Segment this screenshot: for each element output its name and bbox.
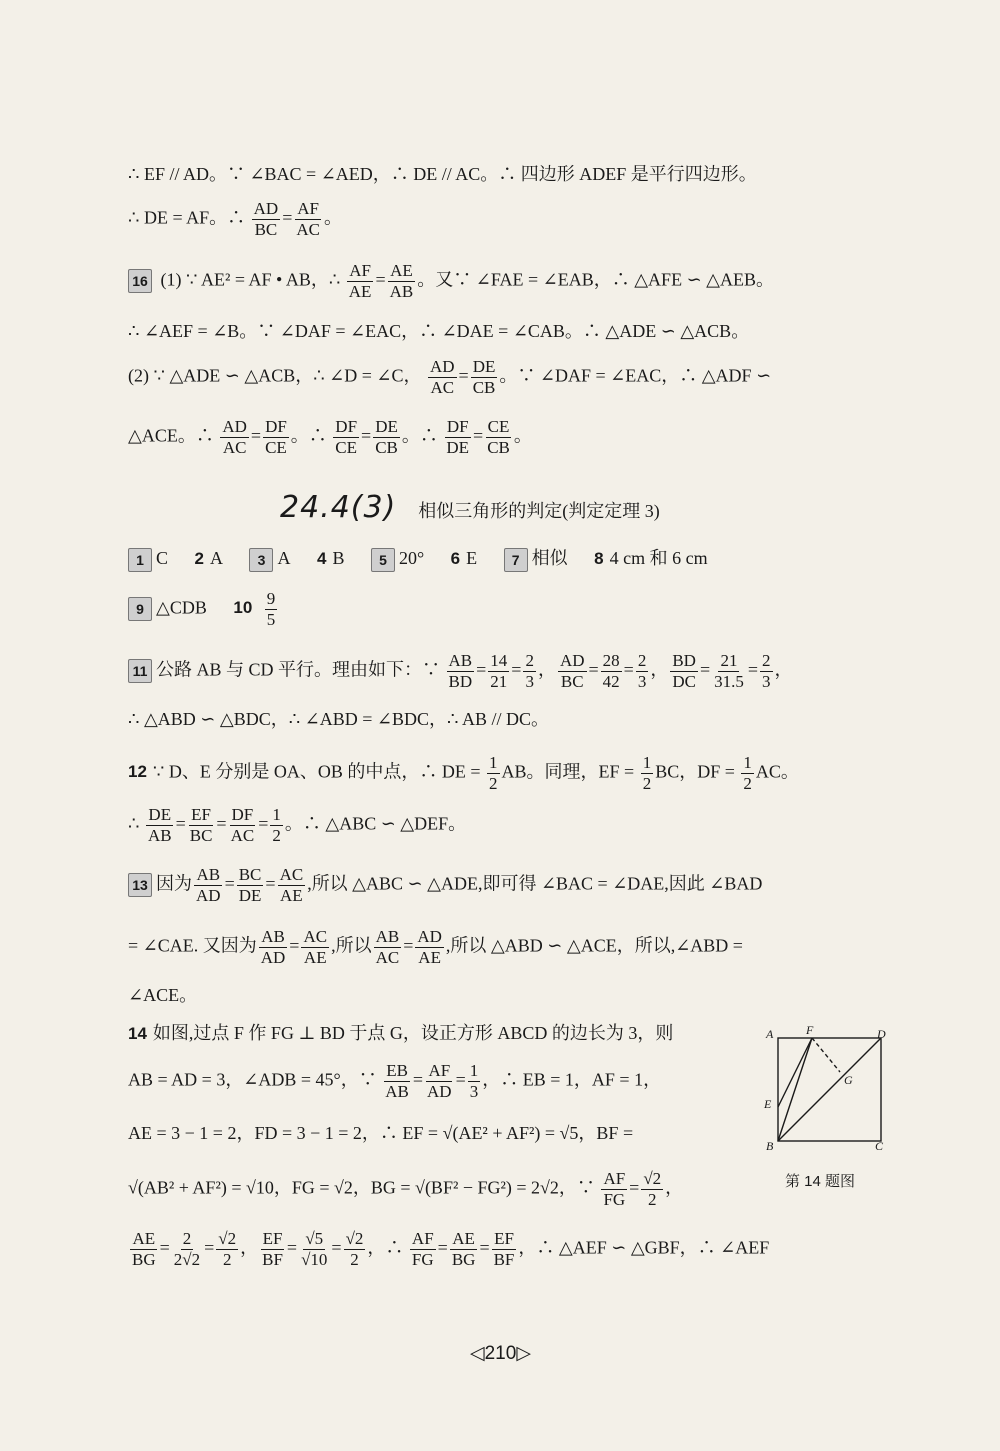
fraction: $\frac{AE}{BG}$ xyxy=(132,1229,156,1269)
fraction: $\frac{28}{42}$ xyxy=(602,651,620,691)
page-number: ◁210▷ xyxy=(470,1343,531,1364)
text-line: ∴ DE = AF。∴ $\frac{AD}{BC}$ = $\frac{AF}{AC}$ 。 xyxy=(128,199,342,239)
text-line: 12 ∵ D、E 分别是 OA、OB 的中点，∴ DE = $\frac{1}{2}$ AB。同理，EF = $\frac{1}{2}$ BC，DF = $\frac{1}{2}$ AC。 xyxy=(128,753,799,793)
fraction: $\frac{EF}{BF}$ xyxy=(262,1229,283,1269)
text-line: 14 如图,过点 F 作 FG ⊥ BD 于点 G，设正方形 ABCD 的边长为 3，则 xyxy=(128,1023,674,1043)
fraction: $\frac{2}{3}$ xyxy=(762,651,771,691)
fraction: $\frac{21}{31.5}$ xyxy=(714,651,744,691)
figure-caption: 第 14 题图 xyxy=(785,1173,856,1190)
text-line: ∴ EF // AD。∵ ∠BAC = ∠AED，∴ DE // AC。∴ 四边形 ADEF 是平行四边形。 xyxy=(128,164,757,184)
question-number: 12 xyxy=(128,762,147,782)
text-line: ∴ ∠AEF = ∠B。∵ ∠DAF = ∠EAC，∴ ∠DAE = ∠CAB。∴ △ADE ∽ △ACB。 xyxy=(128,321,750,341)
fraction: $\frac{AB}{AC}$ xyxy=(375,927,400,967)
fraction: $\frac{2}{3}$ xyxy=(525,651,534,691)
fraction: $\frac{EB}{AB}$ xyxy=(385,1061,409,1101)
fraction: $\frac{AC}{AE}$ xyxy=(303,927,328,967)
fraction: $\frac{2}{3}$ xyxy=(637,651,647,691)
label-c: C xyxy=(875,1139,884,1152)
question-number: 14 xyxy=(128,1024,147,1043)
answer-number: 3 xyxy=(249,548,273,572)
fraction: $\frac{AF}{AD}$ xyxy=(427,1061,452,1101)
section-number: 24.4(3) xyxy=(280,490,397,525)
label-a: A xyxy=(766,1027,774,1041)
fraction: $\frac{DE}{CB}$ xyxy=(375,417,398,457)
label-f: F xyxy=(806,1023,814,1037)
fraction: $\frac{1}{3}$ xyxy=(469,1061,479,1101)
fraction: $\frac{AE}{BG}$ xyxy=(451,1229,476,1269)
fraction: $\frac{AB}{AD}$ xyxy=(196,865,221,905)
label-b: B xyxy=(766,1139,774,1152)
answer-number: 8 xyxy=(594,549,604,569)
fraction: $\frac{14}{21}$ xyxy=(490,651,508,691)
fraction: $\frac{√5}{√10}$ xyxy=(301,1229,328,1269)
fraction: $\frac{√2}{2}$ xyxy=(643,1169,662,1209)
text-line: ∴ $\frac{DE}{AB}$ = $\frac{EF}{BC}$ = $\frac{DF}{AC}$ = $\frac{1}{2}$ 。∴ △ABC ∽ △DEF。 xyxy=(128,805,467,845)
fraction: $\frac{DF}{CE}$ xyxy=(265,417,287,457)
fraction: $\frac{DF}{AC}$ xyxy=(230,805,255,845)
figure-14 xyxy=(760,1022,890,1152)
fraction: $\frac{BC}{DE}$ xyxy=(238,865,262,905)
segment-bf xyxy=(778,1038,812,1141)
text-line: (2) ∵ △ADE ∽ △ACB，∴ ∠D = ∠C， $\frac{AD}{AC}$ = $\frac{DE}{CB}$ 。∵ ∠DAF = ∠EAC，∴ △ADF ∽ xyxy=(128,357,772,397)
answer-number: 6 xyxy=(450,549,461,569)
fraction: $\frac{AD}{AC}$ xyxy=(222,417,247,457)
section-title xyxy=(280,490,660,525)
question-number-badge: 13 xyxy=(128,873,152,897)
fraction: $\frac{EF}{BF}$ xyxy=(493,1229,515,1269)
fraction: $\frac{AB}{AD}$ xyxy=(260,927,286,967)
answer-number: 4 xyxy=(316,549,327,569)
fraction: $\frac{1}{2}$ xyxy=(642,753,652,793)
answer-number: 10 xyxy=(233,598,253,618)
fraction: $\frac{AF}{AE}$ xyxy=(348,261,372,301)
text-line: AB = AD = 3，∠ADB = 45°，∵ $\frac{EB}{AB}$ = $\frac{AF}{AD}$ = $\frac{1}{3}$ ，∴ EB = 1，AF = 1， xyxy=(128,1061,662,1101)
answers-row: 1 C 2 A 3 A 4 B 5 20° 6 E 7 相似 8 4 cm 和 6 cm xyxy=(128,548,708,572)
text-line: △ACE。∴ $\frac{AD}{AC}$ = $\frac{DF}{CE}$ 。∴ $\frac{DF}{CE}$ = $\frac{DE}{CB}$ 。∴ $\frac{DF}{DE}$ = $\frac{CE}{CB}$ 。 xyxy=(128,417,532,457)
text-line: 11 公路 AB 与 CD 平行。理由如下：∵ $\frac{AB}{BD}$ = $\frac{14}{21}$ = $\frac{2}{3}$ ， $\frac{AD}{BC}$ = $\frac{28}{42}$ = $\frac{2}{3}$ ， $\frac{BD}{DC}$ = $\frac{21}{31.5}$ = $\frac{2}{3}$ ， xyxy=(128,652,793,691)
diagonal-bd xyxy=(778,1038,881,1141)
fraction: $\frac{AD}{BC}$ xyxy=(559,651,585,691)
fraction: $\frac{AF}{FG}$ xyxy=(411,1229,434,1269)
fraction: $\frac{AD}{AC}$ xyxy=(429,357,455,397)
fraction: $\frac{AD}{AE}$ xyxy=(417,927,442,967)
fraction: $\frac{AE}{AB}$ xyxy=(389,261,414,301)
text-line: √(AB² + AF²) = √10，FG = √2，BG = √(BF² − FG²) = 2√2，∵ $\frac{AF}{FG}$ = $\frac{√2}{2}$ ， xyxy=(128,1169,684,1209)
fraction: $\frac{DE}{CB}$ xyxy=(472,357,496,397)
text-line: $\frac{AE}{BG}$ = $\frac{2}{2√2}$ = $\frac{√2}{2}$ ， $\frac{EF}{BF}$ = $\frac{√5}{√10}$ = $\frac{√2}{2}$ ，∴ $\frac{AF}{FG}$ = $\frac{AE}{BG}$ = $\frac{EF}{BF}$ ，∴ △AEF ∽ △GBF，∴ ∠AEF xyxy=(132,1229,770,1269)
fraction: $\frac{DF}{DE}$ xyxy=(446,417,470,457)
fraction: $\frac{1}{2}$ xyxy=(489,753,498,793)
text-line: AE = 3 − 1 = 2，FD = 3 − 1 = 2，∴ EF = √(AE² + AF²) = √5，BF = xyxy=(128,1123,634,1143)
segment-fg xyxy=(812,1038,840,1072)
fraction: $\frac{AD}{BC}$ xyxy=(253,199,279,239)
fraction: $\frac{AF}{FG}$ xyxy=(603,1169,626,1209)
fraction: $\frac{DE}{AB}$ xyxy=(147,805,172,845)
fraction: $\frac{DF}{CE}$ xyxy=(335,417,358,457)
fraction: $\frac{1}{2}$ xyxy=(272,805,281,845)
text-line: 16 (1) ∵ AE² = AF • AB，∴ $\frac{AF}{AE}$ = $\frac{AE}{AB}$ 。又∵ ∠FAE = ∠EAB，∴ △AFE ∽ △AEB。 xyxy=(128,262,774,301)
fraction: $\frac{AF}{AC}$ xyxy=(296,199,320,239)
fraction: $\frac{√2}{2}$ xyxy=(345,1229,364,1269)
answer-number: 9 xyxy=(128,597,152,621)
text-line: ∠ACE。 xyxy=(128,985,198,1005)
text-line: ∴ △ABD ∽ △BDC，∴ ∠ABD = ∠BDC，∴ AB // DC。 xyxy=(128,709,549,729)
fraction: $\frac{CE}{CB}$ xyxy=(487,417,510,457)
section-heading: 相似三角形的判定(判定定理 3) xyxy=(418,501,660,521)
segment-ef xyxy=(778,1038,812,1107)
fraction: $\frac{AB}{BD}$ xyxy=(448,651,473,691)
fraction: $\frac{EF}{BC}$ xyxy=(189,805,213,845)
answers-row: 9 △CDB 10 $\frac{9}{5}$ xyxy=(128,590,279,629)
question-number-badge: 11 xyxy=(128,659,152,683)
fraction: $\frac{2}{2√2}$ xyxy=(173,1229,201,1269)
fraction: $\frac{1}{2}$ xyxy=(743,753,752,793)
answer-number: 2 xyxy=(194,549,204,569)
answer-number: 1 xyxy=(128,548,152,572)
question-number-badge: 16 xyxy=(128,269,152,293)
label-d: D xyxy=(877,1027,886,1041)
fraction: $\frac{√2}{2}$ xyxy=(218,1229,237,1269)
answer-number: 7 xyxy=(504,548,528,572)
fraction: $\frac{BD}{DC}$ xyxy=(672,651,696,691)
text-line: 13 因为 $\frac{AB}{AD}$ = $\frac{BC}{DE}$ = $\frac{AC}{AE}$ ,所以 △ABC ∽ △ADE,即可得 ∠BAC = ∠DAE,因此 ∠BAD xyxy=(128,866,762,905)
label-g: G xyxy=(844,1073,853,1087)
label-e: E xyxy=(764,1097,772,1111)
answer-number: 5 xyxy=(371,548,395,572)
fraction: $\frac{9}{5}$ xyxy=(266,589,276,629)
fraction: $\frac{AC}{AE}$ xyxy=(279,865,304,905)
text-line: = ∠CAE. 又因为 $\frac{AB}{AD}$ = $\frac{AC}{AE}$ ,所以 $\frac{AB}{AC}$ = $\frac{AD}{AE}$ ,所以 △ABD ∽ △ACE，所以,∠ABD = xyxy=(128,927,743,967)
